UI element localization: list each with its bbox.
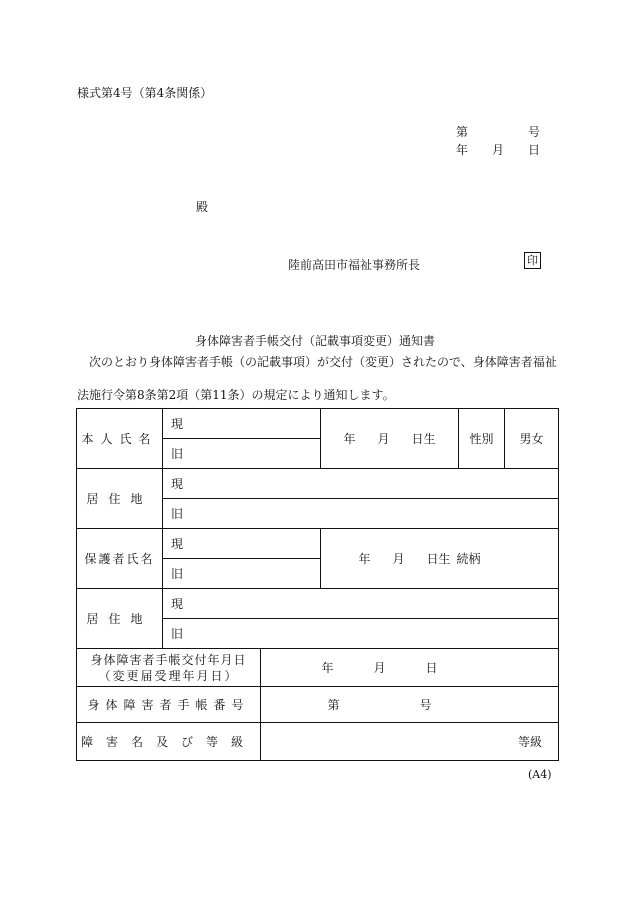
guardian-address-current[interactable]: 現: [163, 589, 559, 619]
birth-month: 月: [377, 432, 390, 446]
seal-mark: 印: [524, 252, 541, 269]
disability-label: 障害名及び等級: [77, 723, 261, 761]
name-current[interactable]: 現: [163, 409, 321, 439]
address-current[interactable]: 現: [163, 469, 559, 499]
issue-day: 日: [425, 661, 438, 675]
paper-size: (A4): [528, 768, 552, 781]
number-suffix: 号: [527, 125, 540, 139]
guardian-address-label: 居住地: [77, 589, 163, 649]
guardian-birth-year: 年: [358, 552, 371, 566]
birth-day: 日生: [411, 432, 436, 446]
birth-year: 年: [343, 432, 356, 446]
guardian-birth-month: 月: [392, 552, 405, 566]
document-date: [456, 141, 540, 158]
notebook-number-label: 身体障害者手帳番号: [77, 687, 261, 723]
guardian-label: 保護者氏名: [77, 529, 163, 589]
issue-date-sub-label: （変更届受理年月日）: [98, 668, 239, 683]
issue-year: 年: [321, 661, 334, 675]
birth-date-cell[interactable]: [321, 409, 459, 469]
sex-value[interactable]: 男女: [505, 409, 559, 469]
document-number: [456, 123, 540, 140]
guardian-birth-relation[interactable]: [321, 529, 559, 589]
issuer-name: 陸前高田市福祉事務所長: [288, 258, 421, 272]
guardian-former[interactable]: 旧: [163, 559, 321, 589]
notebook-number-cell[interactable]: [261, 687, 559, 723]
grade-suffix: 等級: [518, 735, 543, 749]
body-text: 次のとおり身体障害者手帳（の記載事項）が交付（変更）されたので、身体障害者福祉法施行令第8条第2項（第11条）の規定により通知します。: [77, 355, 557, 402]
issue-date-cell[interactable]: [261, 649, 559, 687]
relation-label: 続柄: [456, 552, 481, 566]
addressee-suffix: 殿: [196, 200, 209, 214]
notebook-number-suffix: 号: [419, 698, 432, 712]
guardian-current[interactable]: 現: [163, 529, 321, 559]
date-month: 月: [491, 143, 504, 157]
issue-date-label: [77, 649, 261, 687]
guardian-address-former[interactable]: 旧: [163, 619, 559, 649]
address-label: 居住地: [77, 469, 163, 529]
disability-cell[interactable]: [261, 723, 559, 761]
issue-month: 月: [373, 661, 386, 675]
issue-date-main-label: 身体障害者手帳交付年月日: [90, 652, 247, 667]
name-former[interactable]: 旧: [163, 439, 321, 469]
date-day: 日: [527, 143, 540, 157]
notebook-number-prefix: 第: [327, 698, 340, 712]
sex-label: 性別: [459, 409, 505, 469]
date-year: 年: [456, 143, 469, 157]
form-number: 様式第4号（第4条関係）: [77, 86, 213, 100]
guardian-birth-day: 日生: [426, 552, 451, 566]
number-prefix: 第: [456, 125, 469, 139]
address-former[interactable]: 旧: [163, 499, 559, 529]
notice-table: [76, 408, 559, 761]
name-label: 本人氏名: [77, 409, 163, 469]
document-title: 身体障害者手帳交付（記載事項変更）通知書: [194, 334, 435, 348]
